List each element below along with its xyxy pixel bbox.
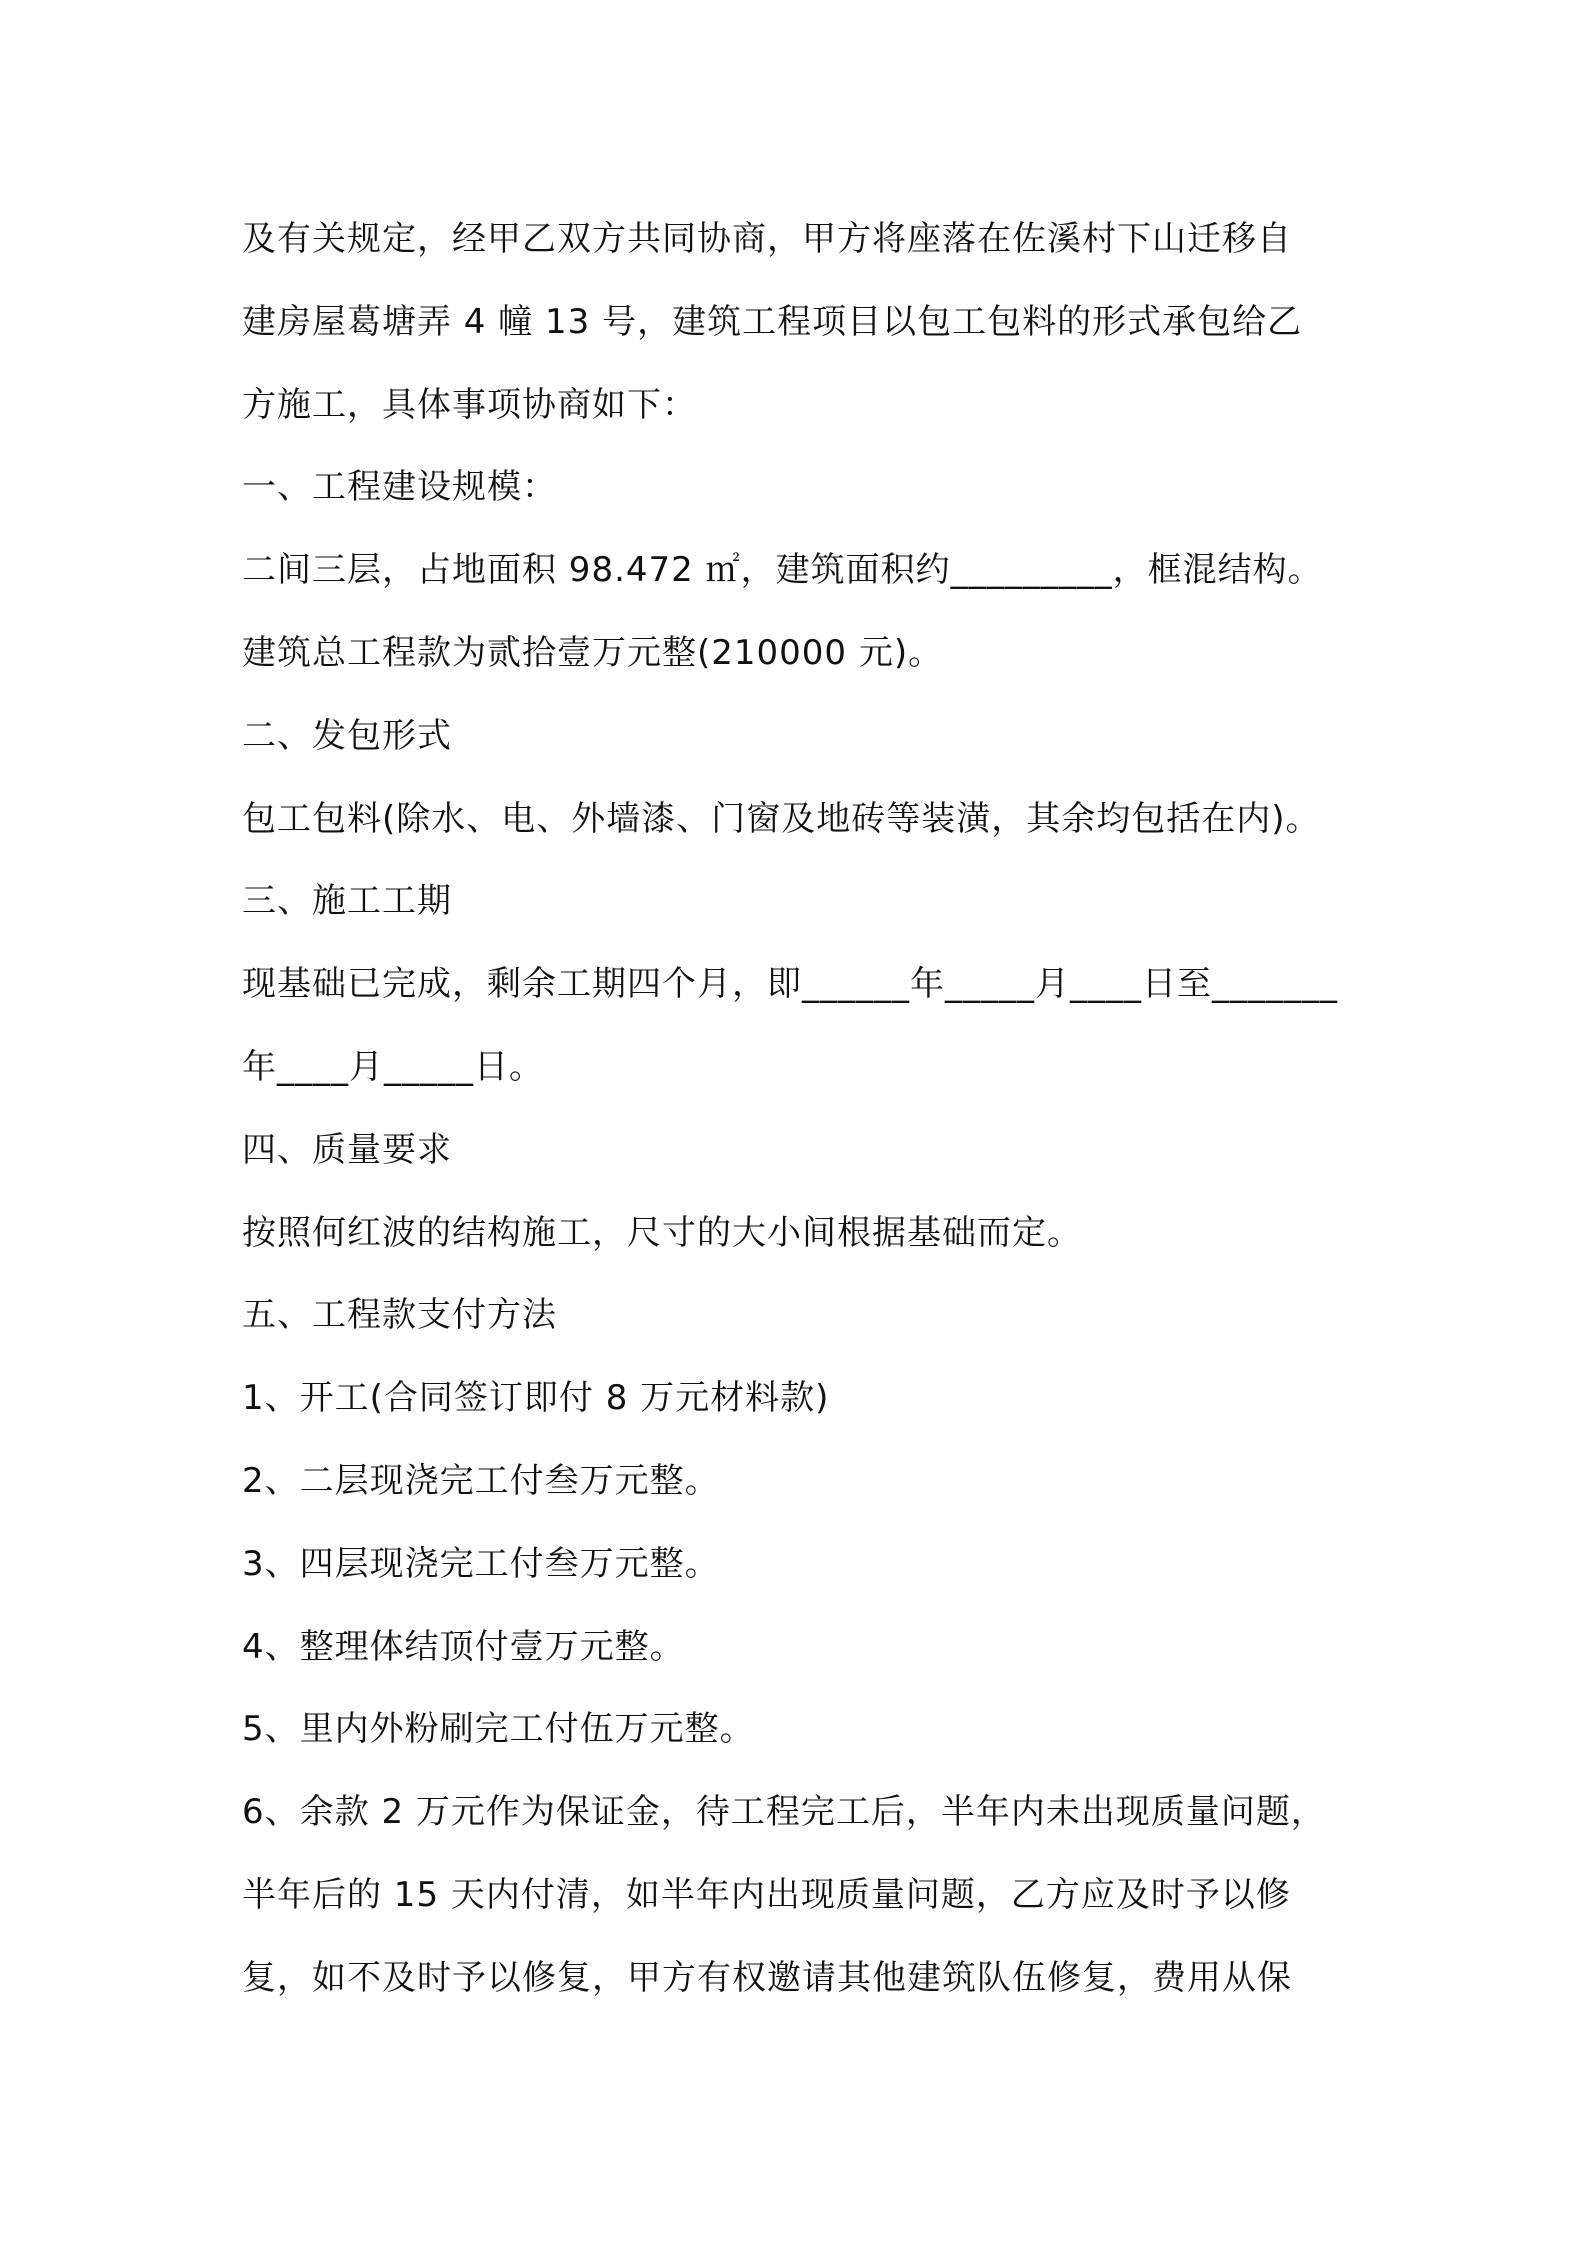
paragraph-line: 年____月_____日。	[242, 1046, 544, 1087]
list-item: 2、二层现浇完工付叁万元整。	[242, 1460, 720, 1501]
list-item: 6、余款 2 万元作为保证金，待工程完工后，半年内未出现质量问题，	[242, 1792, 1326, 1833]
paragraph-line: 及有关规定，经甲乙双方共同协商，甲方将座落在佐溪村下山迁移自	[242, 219, 1292, 259]
paragraph-line: 复，如不及时予以修复，甲方有权邀请其他建筑队伍修复，费用从保	[242, 1957, 1292, 1998]
paragraph-line: 按照何红波的结构施工，尺寸的大小间根据基础而定。	[242, 1212, 1082, 1253]
section-heading: 一、工程建设规模：	[242, 467, 557, 508]
list-item: 1、开工(合同签订即付 8 万元材料款)	[242, 1378, 830, 1419]
paragraph-line: 建房屋葛塘弄 4 幢 13 号，建筑工程项目以包工包料的形式承包给乙	[242, 301, 1303, 342]
paragraph-line: 包工包料(除水、电、外墙漆、门窗及地砖等装潢，其余均包括在内)。	[242, 798, 1321, 839]
list-item: 3、四层现浇完工付叁万元整。	[242, 1543, 720, 1584]
paragraph-line: 方施工，具体事项协商如下：	[242, 384, 697, 425]
paragraph-line: 建筑总工程款为贰拾壹万元整(210000 元)。	[242, 632, 944, 673]
list-item: 4、整理体结顶付壹万元整。	[242, 1626, 685, 1667]
document-body	[242, 198, 1362, 2020]
paragraph-line: 二间三层，占地面积 98.472 ㎡，建筑面积约_________，框混结构。	[242, 550, 1323, 591]
section-heading: 二、发包形式	[242, 715, 452, 756]
paragraph-line: 半年后的 15 天内付清，如半年内出现质量问题，乙方应及时予以修	[242, 1874, 1291, 1915]
section-heading: 四、质量要求	[242, 1129, 452, 1170]
list-item: 5、里内外粉刷完工付伍万元整。	[242, 1709, 755, 1750]
section-heading: 三、施工工期	[242, 881, 452, 922]
paragraph-line: 现基础已完成，剩余工期四个月，即______年_____月____日至_______	[242, 964, 1338, 1005]
section-heading: 五、工程款支付方法	[242, 1295, 557, 1336]
